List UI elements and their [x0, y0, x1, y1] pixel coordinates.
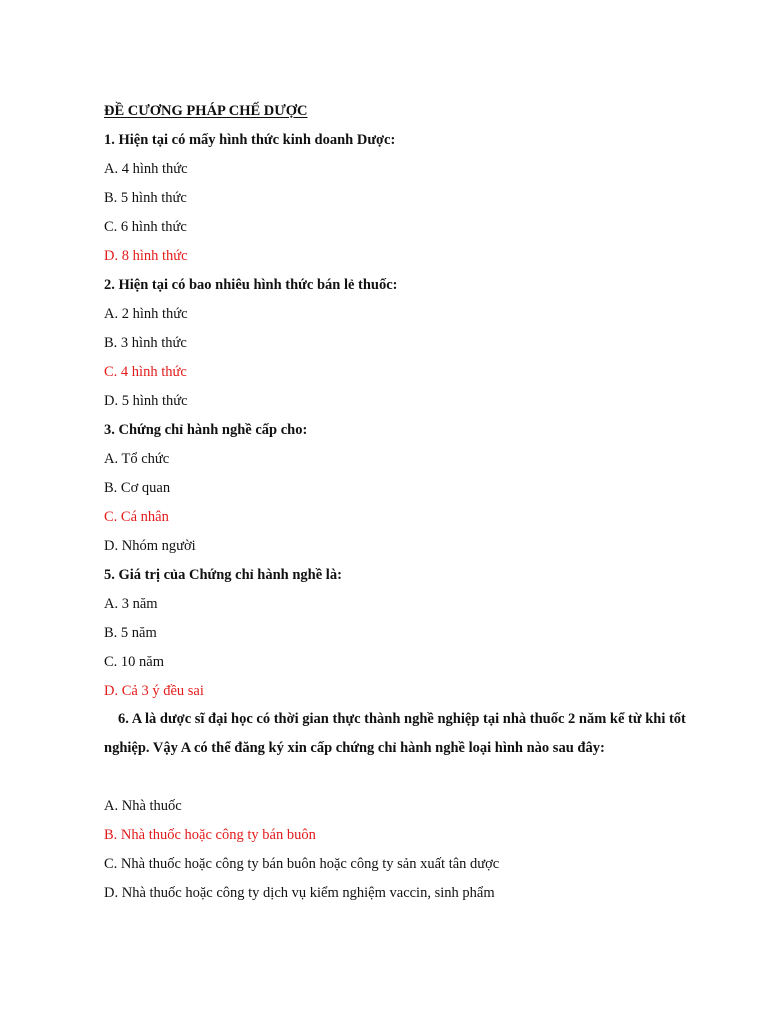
question-3-option-a: A. Tổ chức [104, 451, 170, 467]
question-6-option-d: D. Nhà thuốc hoặc công ty dịch vụ kiểm nghiệm vaccin, sinh phẩm [104, 885, 495, 901]
question-3-option-d: D. Nhóm người [104, 538, 196, 554]
question-5-option-b: B. 5 năm [104, 625, 157, 641]
question-6-option-b-correct: B. Nhà thuốc hoặc công ty bán buôn [104, 827, 316, 843]
question-6-option-a: A. Nhà thuốc [104, 798, 182, 814]
question-6-option-c: C. Nhà thuốc hoặc công ty bán buôn hoặc công ty sản xuất tân dược [104, 856, 500, 872]
question-2-option-a: A. 2 hình thức [104, 306, 188, 322]
question-1-option-c: C. 6 hình thức [104, 219, 187, 235]
question-1-option-d-correct: D. 8 hình thức [104, 248, 188, 264]
question-1: 1. Hiện tại có mấy hình thức kinh doanh Dược: [104, 132, 396, 148]
question-2: 2. Hiện tại có bao nhiêu hình thức bán lẻ thuốc: [104, 277, 398, 293]
question-1-option-a: A. 4 hình thức [104, 161, 188, 177]
question-5-option-c: C. 10 năm [104, 654, 165, 670]
question-6: 6. A là dược sĩ đại học có thời gian thực thành nghề nghiệp tại nhà thuốc 2 năm kể từ khi tốt nghiệp. Vậy A có thể đăng ký xin cấp chứng chỉ hành nghề loại hình nào sau đây: [104, 711, 686, 756]
question-5-option-a: A. 3 năm [104, 596, 158, 612]
question-3: 3. Chứng chỉ hành nghề cấp cho: [104, 422, 308, 438]
question-2-option-b: B. 3 hình thức [104, 335, 187, 351]
question-3-option-b: B. Cơ quan [104, 480, 171, 496]
question-2-option-d: D. 5 hình thức [104, 393, 188, 409]
question-1-option-b: B. 5 hình thức [104, 190, 187, 206]
question-5: 5. Giá trị của Chứng chỉ hành nghề là: [104, 567, 342, 583]
document-title: ĐỀ CƯƠNG PHÁP CHẾ DƯỢC [104, 103, 308, 119]
question-3-option-c-correct: C. Cá nhân [104, 509, 169, 525]
question-5-option-d-correct: D. Cả 3 ý đều sai [104, 683, 204, 699]
question-2-option-c-correct: C. 4 hình thức [104, 364, 187, 380]
